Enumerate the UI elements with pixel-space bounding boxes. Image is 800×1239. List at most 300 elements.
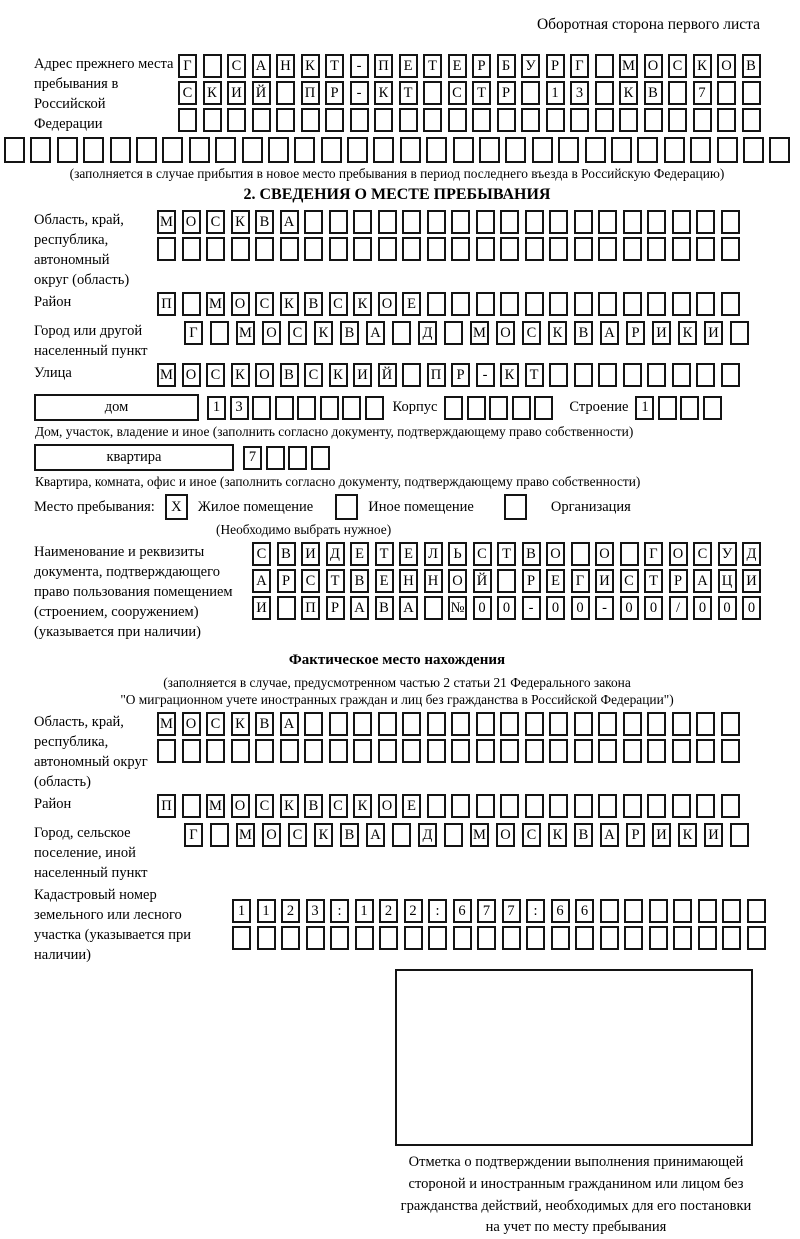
char-box[interactable]: 7 — [502, 899, 521, 923]
char-box[interactable] — [600, 899, 619, 923]
char-box[interactable]: С — [227, 54, 246, 78]
char-box[interactable]: 7 — [243, 446, 262, 470]
char-box[interactable] — [598, 292, 617, 316]
char-box[interactable] — [549, 712, 568, 736]
char-box[interactable] — [620, 542, 639, 566]
char-box[interactable]: Д — [326, 542, 345, 566]
char-box[interactable] — [505, 137, 526, 163]
char-box[interactable] — [476, 794, 495, 818]
char-box[interactable]: - — [476, 363, 495, 387]
char-box[interactable]: О — [255, 363, 274, 387]
char-box[interactable]: Р — [497, 81, 516, 105]
char-box[interactable]: М — [157, 210, 176, 234]
char-box[interactable] — [182, 794, 201, 818]
char-box[interactable] — [378, 739, 397, 763]
char-box[interactable] — [427, 237, 446, 261]
char-box[interactable] — [534, 396, 553, 420]
char-box[interactable]: Й — [473, 569, 492, 593]
char-box[interactable]: 0 — [742, 596, 761, 620]
char-box[interactable] — [320, 396, 339, 420]
char-box[interactable] — [30, 137, 51, 163]
char-box[interactable]: - — [350, 81, 369, 105]
char-box[interactable]: А — [693, 569, 712, 593]
char-box[interactable] — [365, 396, 384, 420]
char-box[interactable]: О — [669, 542, 688, 566]
char-box[interactable] — [353, 237, 372, 261]
char-box[interactable] — [178, 108, 197, 132]
char-box[interactable] — [747, 899, 766, 923]
char-box[interactable] — [575, 926, 594, 950]
char-box[interactable]: О — [644, 54, 663, 78]
char-box[interactable]: А — [280, 210, 299, 234]
char-box[interactable] — [549, 292, 568, 316]
char-box[interactable] — [4, 137, 25, 163]
char-box[interactable] — [257, 926, 276, 950]
char-box[interactable] — [502, 926, 521, 950]
char-box[interactable] — [696, 210, 715, 234]
char-box[interactable]: Н — [424, 569, 443, 593]
char-box[interactable] — [215, 137, 236, 163]
char-box[interactable]: Ь — [448, 542, 467, 566]
char-box[interactable] — [672, 292, 691, 316]
char-box[interactable] — [57, 137, 78, 163]
char-box[interactable] — [698, 899, 717, 923]
char-box[interactable] — [453, 926, 472, 950]
char-box[interactable] — [722, 926, 741, 950]
char-box[interactable]: О — [231, 292, 250, 316]
char-box[interactable]: К — [548, 823, 567, 847]
char-box[interactable] — [595, 81, 614, 105]
char-box[interactable] — [570, 108, 589, 132]
char-box[interactable] — [549, 739, 568, 763]
char-box[interactable]: И — [227, 81, 246, 105]
char-box[interactable]: 1 — [232, 899, 251, 923]
char-box[interactable] — [476, 237, 495, 261]
char-box[interactable] — [321, 137, 342, 163]
char-box[interactable] — [500, 712, 519, 736]
char-box[interactable] — [672, 210, 691, 234]
char-box[interactable]: К — [353, 292, 372, 316]
char-box[interactable] — [427, 712, 446, 736]
char-box[interactable] — [598, 237, 617, 261]
char-box[interactable]: 7 — [477, 899, 496, 923]
char-box[interactable] — [598, 363, 617, 387]
char-box[interactable] — [680, 396, 699, 420]
char-box[interactable]: 3 — [306, 899, 325, 923]
char-box[interactable]: Н — [276, 54, 295, 78]
char-box[interactable] — [696, 292, 715, 316]
char-box[interactable] — [255, 237, 274, 261]
char-box[interactable] — [479, 137, 500, 163]
char-box[interactable]: 3 — [230, 396, 249, 420]
char-box[interactable] — [182, 292, 201, 316]
char-box[interactable]: О — [182, 363, 201, 387]
char-box[interactable] — [644, 108, 663, 132]
char-box[interactable] — [304, 739, 323, 763]
checkbox-zhiloe-pomeshchenie[interactable]: X — [165, 494, 188, 520]
house-type-box[interactable] — [34, 394, 199, 421]
char-box[interactable]: О — [262, 823, 281, 847]
char-box[interactable]: К — [548, 321, 567, 345]
char-box[interactable] — [329, 739, 348, 763]
char-box[interactable]: И — [252, 596, 271, 620]
char-box[interactable]: М — [470, 823, 489, 847]
char-box[interactable] — [574, 237, 593, 261]
char-box[interactable]: Р — [546, 54, 565, 78]
char-box[interactable] — [444, 321, 463, 345]
char-box[interactable] — [574, 739, 593, 763]
char-box[interactable] — [329, 210, 348, 234]
char-box[interactable]: 0 — [546, 596, 565, 620]
char-box[interactable]: 6 — [575, 899, 594, 923]
char-box[interactable] — [598, 794, 617, 818]
char-box[interactable] — [549, 794, 568, 818]
char-box[interactable]: Е — [402, 794, 421, 818]
char-box[interactable] — [276, 108, 295, 132]
char-box[interactable] — [275, 396, 294, 420]
char-box[interactable] — [647, 363, 666, 387]
char-box[interactable]: К — [203, 81, 222, 105]
char-box[interactable]: 1 — [355, 899, 374, 923]
char-box[interactable] — [467, 396, 486, 420]
char-box[interactable]: О — [595, 542, 614, 566]
char-box[interactable] — [252, 108, 271, 132]
char-box[interactable]: Г — [571, 569, 590, 593]
char-box[interactable]: О — [182, 712, 201, 736]
char-box[interactable] — [476, 292, 495, 316]
char-box[interactable] — [730, 321, 749, 345]
char-box[interactable] — [451, 739, 470, 763]
char-box[interactable] — [742, 81, 761, 105]
char-box[interactable]: Р — [626, 823, 645, 847]
char-box[interactable] — [373, 137, 394, 163]
char-box[interactable]: К — [693, 54, 712, 78]
char-box[interactable]: О — [378, 292, 397, 316]
char-box[interactable]: С — [522, 321, 541, 345]
char-box[interactable] — [329, 237, 348, 261]
char-box[interactable]: Т — [325, 54, 344, 78]
char-box[interactable]: В — [644, 81, 663, 105]
char-box[interactable] — [476, 739, 495, 763]
char-box[interactable] — [276, 81, 295, 105]
char-box[interactable]: П — [427, 363, 446, 387]
char-box[interactable]: Д — [418, 321, 437, 345]
char-box[interactable] — [427, 292, 446, 316]
char-box[interactable] — [374, 108, 393, 132]
char-box[interactable] — [182, 237, 201, 261]
char-box[interactable] — [525, 794, 544, 818]
char-box[interactable] — [378, 210, 397, 234]
char-box[interactable]: С — [668, 54, 687, 78]
char-box[interactable]: О — [182, 210, 201, 234]
char-box[interactable] — [231, 237, 250, 261]
char-box[interactable] — [598, 712, 617, 736]
char-box[interactable] — [549, 210, 568, 234]
char-box[interactable] — [747, 926, 766, 950]
char-box[interactable]: Т — [472, 81, 491, 105]
char-box[interactable]: Л — [424, 542, 443, 566]
char-box[interactable] — [647, 237, 666, 261]
char-box[interactable] — [427, 794, 446, 818]
char-box[interactable] — [623, 363, 642, 387]
char-box[interactable]: А — [600, 321, 619, 345]
char-box[interactable] — [525, 210, 544, 234]
char-box[interactable] — [623, 292, 642, 316]
char-box[interactable] — [306, 926, 325, 950]
char-box[interactable]: О — [496, 321, 515, 345]
char-box[interactable] — [423, 108, 442, 132]
char-box[interactable]: 6 — [453, 899, 472, 923]
char-box[interactable] — [227, 108, 246, 132]
char-box[interactable] — [404, 926, 423, 950]
char-box[interactable] — [521, 81, 540, 105]
char-box[interactable] — [402, 712, 421, 736]
char-box[interactable]: С — [473, 542, 492, 566]
char-box[interactable] — [647, 210, 666, 234]
char-box[interactable] — [203, 54, 222, 78]
char-box[interactable] — [574, 712, 593, 736]
char-box[interactable] — [619, 108, 638, 132]
char-box[interactable] — [297, 396, 316, 420]
char-box[interactable]: Б — [497, 54, 516, 78]
char-box[interactable] — [721, 712, 740, 736]
char-box[interactable] — [696, 363, 715, 387]
char-box[interactable] — [268, 137, 289, 163]
char-box[interactable] — [742, 108, 761, 132]
char-box[interactable]: А — [252, 569, 271, 593]
char-box[interactable]: С — [522, 823, 541, 847]
char-box[interactable] — [623, 210, 642, 234]
char-box[interactable] — [623, 237, 642, 261]
char-box[interactable] — [611, 137, 632, 163]
char-box[interactable]: А — [366, 321, 385, 345]
char-box[interactable] — [353, 712, 372, 736]
char-box[interactable] — [428, 926, 447, 950]
char-box[interactable]: С — [252, 542, 271, 566]
char-box[interactable] — [451, 292, 470, 316]
char-box[interactable]: Г — [644, 542, 663, 566]
char-box[interactable] — [304, 712, 323, 736]
char-box[interactable] — [451, 210, 470, 234]
char-box[interactable] — [658, 396, 677, 420]
char-box[interactable] — [294, 137, 315, 163]
char-box[interactable]: 0 — [473, 596, 492, 620]
char-box[interactable]: К — [619, 81, 638, 105]
char-box[interactable] — [451, 237, 470, 261]
char-box[interactable] — [526, 926, 545, 950]
char-box[interactable]: В — [574, 321, 593, 345]
char-box[interactable]: С — [255, 794, 274, 818]
char-box[interactable] — [353, 210, 372, 234]
char-box[interactable] — [83, 137, 104, 163]
char-box[interactable]: 0 — [693, 596, 712, 620]
char-box[interactable]: А — [252, 54, 271, 78]
char-box[interactable]: 0 — [497, 596, 516, 620]
char-box[interactable] — [595, 54, 614, 78]
char-box[interactable]: К — [301, 54, 320, 78]
char-box[interactable]: Р — [626, 321, 645, 345]
char-box[interactable]: Р — [326, 596, 345, 620]
char-box[interactable]: В — [280, 363, 299, 387]
char-box[interactable] — [500, 210, 519, 234]
char-box[interactable] — [402, 237, 421, 261]
char-box[interactable] — [512, 396, 531, 420]
char-box[interactable] — [624, 926, 643, 950]
char-box[interactable] — [525, 292, 544, 316]
char-box[interactable]: И — [301, 542, 320, 566]
char-box[interactable] — [595, 108, 614, 132]
char-box[interactable]: Е — [399, 54, 418, 78]
char-box[interactable] — [721, 292, 740, 316]
char-box[interactable] — [649, 899, 668, 923]
char-box[interactable] — [392, 823, 411, 847]
char-box[interactable]: 7 — [693, 81, 712, 105]
char-box[interactable]: С — [288, 321, 307, 345]
char-box[interactable] — [329, 712, 348, 736]
char-box[interactable]: К — [231, 210, 250, 234]
char-box[interactable] — [696, 237, 715, 261]
char-box[interactable] — [232, 926, 251, 950]
char-box[interactable]: К — [500, 363, 519, 387]
char-box[interactable]: О — [496, 823, 515, 847]
char-box[interactable]: К — [231, 712, 250, 736]
char-box[interactable]: Г — [178, 54, 197, 78]
char-box[interactable]: 0 — [718, 596, 737, 620]
char-box[interactable] — [500, 794, 519, 818]
char-box[interactable] — [252, 396, 271, 420]
char-box[interactable]: 1 — [207, 396, 226, 420]
char-box[interactable] — [649, 926, 668, 950]
char-box[interactable] — [427, 739, 446, 763]
char-box[interactable] — [647, 292, 666, 316]
char-box[interactable] — [647, 794, 666, 818]
char-box[interactable]: : — [330, 899, 349, 923]
char-box[interactable]: С — [206, 363, 225, 387]
char-box[interactable] — [448, 108, 467, 132]
char-box[interactable]: О — [717, 54, 736, 78]
char-box[interactable] — [571, 542, 590, 566]
char-box[interactable]: О — [378, 794, 397, 818]
char-box[interactable]: М — [206, 292, 225, 316]
char-box[interactable] — [525, 237, 544, 261]
char-box[interactable] — [347, 137, 368, 163]
char-box[interactable] — [585, 137, 606, 163]
char-box[interactable] — [378, 712, 397, 736]
char-box[interactable] — [549, 237, 568, 261]
char-box[interactable] — [721, 237, 740, 261]
char-box[interactable] — [696, 794, 715, 818]
char-box[interactable]: В — [574, 823, 593, 847]
char-box[interactable]: К — [374, 81, 393, 105]
char-box[interactable]: О — [262, 321, 281, 345]
char-box[interactable] — [203, 108, 222, 132]
char-box[interactable] — [497, 108, 516, 132]
char-box[interactable] — [304, 237, 323, 261]
checkbox-organizaciya[interactable] — [504, 494, 527, 520]
char-box[interactable]: С — [329, 292, 348, 316]
char-box[interactable] — [162, 137, 183, 163]
checkbox-inoe-pomeshchenie[interactable] — [335, 494, 358, 520]
char-box[interactable]: Р — [451, 363, 470, 387]
char-box[interactable] — [451, 712, 470, 736]
char-box[interactable]: 2 — [281, 899, 300, 923]
char-box[interactable] — [476, 210, 495, 234]
char-box[interactable]: Т — [399, 81, 418, 105]
char-box[interactable]: 1 — [546, 81, 565, 105]
char-box[interactable]: В — [277, 542, 296, 566]
char-box[interactable] — [722, 899, 741, 923]
char-box[interactable] — [342, 396, 361, 420]
char-box[interactable] — [423, 81, 442, 105]
char-box[interactable] — [743, 137, 764, 163]
char-box[interactable]: Д — [418, 823, 437, 847]
char-box[interactable] — [402, 363, 421, 387]
char-box[interactable] — [472, 108, 491, 132]
char-box[interactable] — [623, 739, 642, 763]
char-box[interactable]: Г — [570, 54, 589, 78]
char-box[interactable] — [574, 292, 593, 316]
char-box[interactable]: 2 — [379, 899, 398, 923]
char-box[interactable] — [427, 210, 446, 234]
char-box[interactable]: В — [340, 321, 359, 345]
char-box[interactable] — [551, 926, 570, 950]
char-box[interactable] — [206, 237, 225, 261]
char-box[interactable]: А — [350, 596, 369, 620]
char-box[interactable] — [424, 596, 443, 620]
char-box[interactable] — [301, 108, 320, 132]
char-box[interactable]: О — [448, 569, 467, 593]
char-box[interactable]: П — [157, 794, 176, 818]
char-box[interactable] — [693, 108, 712, 132]
char-box[interactable] — [690, 137, 711, 163]
char-box[interactable]: С — [178, 81, 197, 105]
char-box[interactable]: С — [301, 569, 320, 593]
char-box[interactable] — [242, 137, 263, 163]
char-box[interactable]: Т — [525, 363, 544, 387]
char-box[interactable]: Т — [375, 542, 394, 566]
char-box[interactable]: В — [255, 712, 274, 736]
char-box[interactable]: М — [157, 712, 176, 736]
char-box[interactable]: Ц — [718, 569, 737, 593]
char-box[interactable]: М — [619, 54, 638, 78]
char-box[interactable]: С — [255, 292, 274, 316]
char-box[interactable]: К — [231, 363, 250, 387]
char-box[interactable]: К — [280, 794, 299, 818]
char-box[interactable] — [672, 739, 691, 763]
char-box[interactable]: Р — [472, 54, 491, 78]
char-box[interactable] — [399, 108, 418, 132]
apartment-type-box[interactable] — [34, 444, 234, 471]
char-box[interactable]: Е — [350, 542, 369, 566]
char-box[interactable] — [717, 81, 736, 105]
char-box[interactable]: / — [669, 596, 688, 620]
char-box[interactable]: В — [340, 823, 359, 847]
char-box[interactable]: И — [652, 823, 671, 847]
char-box[interactable] — [451, 794, 470, 818]
char-box[interactable]: 0 — [620, 596, 639, 620]
char-box[interactable]: : — [526, 899, 545, 923]
char-box[interactable] — [378, 237, 397, 261]
char-box[interactable]: И — [742, 569, 761, 593]
char-box[interactable]: А — [399, 596, 418, 620]
char-box[interactable] — [255, 739, 274, 763]
char-box[interactable]: К — [678, 823, 697, 847]
char-box[interactable] — [281, 926, 300, 950]
char-box[interactable]: Р — [277, 569, 296, 593]
char-box[interactable] — [623, 794, 642, 818]
char-box[interactable]: С — [304, 363, 323, 387]
char-box[interactable] — [717, 108, 736, 132]
